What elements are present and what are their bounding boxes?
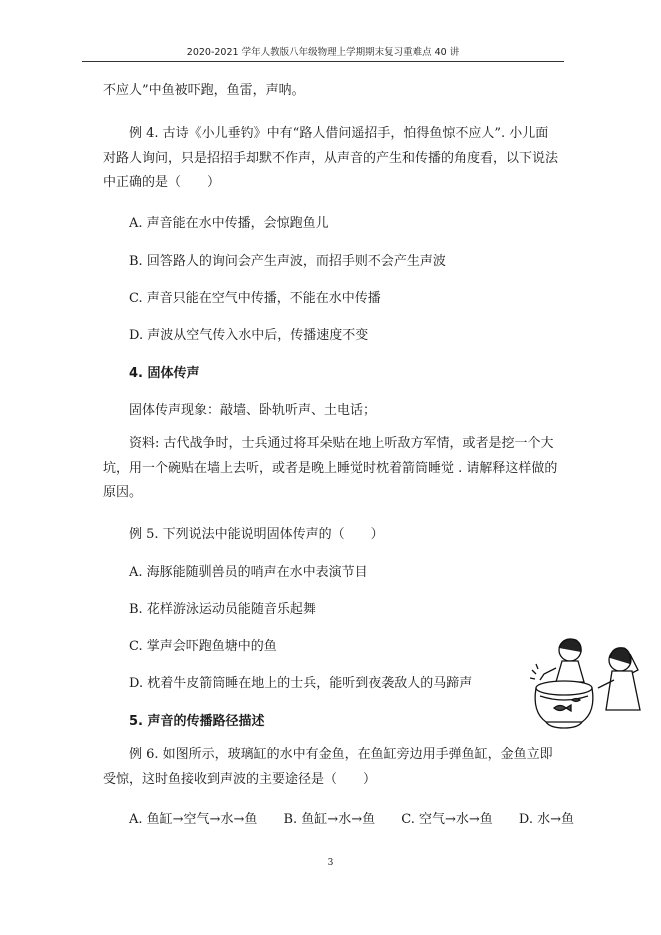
example5-option-b: B. 花样游泳运动员能随音乐起舞 <box>129 602 316 617</box>
example4-line1: 例 4. 古诗《小儿垂钓》中有“路人借问遥招手，怕得鱼惊不应人”. 小儿面 <box>129 126 549 141</box>
example4-line2: 对路人询问，只是招招手却默不作声，从声音的产生和传播的角度看，以下说法 <box>103 151 559 166</box>
material-line3: 原因。 <box>103 485 143 500</box>
example5-option-c: C. 掌声会吓跑鱼塘中的鱼 <box>129 639 277 654</box>
example6-option-a: A. 鱼缸→空气→水→鱼 <box>129 812 258 827</box>
example5-option-a: A. 海豚能随驯兽员的哨声在水中表演节目 <box>129 565 368 580</box>
example4-option-b: B. 回答路人的询问会产生声波，而招手则不会产生声波 <box>129 254 446 269</box>
section4-phenomena: 固体传声现象：敲墙、卧轨听声、土电话； <box>129 403 377 418</box>
material-line1: 资料: 古代战争时，士兵通过将耳朵贴在地上听敌方军情，或者是挖一个大 <box>129 436 554 451</box>
example6-options <box>129 808 596 827</box>
example4-option-a: A. 声音能在水中传播，会惊跑鱼儿 <box>129 216 329 231</box>
page-header: 2020-2021 学年人教版八年级物理上学期期末复习重难点 40 讲 <box>186 47 460 58</box>
example6-line1: 例 6. 如图所示，玻璃缸的水中有金鱼，在鱼缸旁边用手弹鱼缸，金鱼立即 <box>129 747 553 762</box>
example5-option-d: D. 枕着牛皮箭筒睡在地上的士兵，能听到夜袭敌人的马蹄声 <box>129 676 473 691</box>
example6-option-c: C. 空气→水→鱼 <box>401 812 493 827</box>
section5-heading: 5. 声音的传播路径描述 <box>129 714 265 729</box>
example5-stem: 例 5. 下列说法中能说明固体传声的（ ） <box>129 527 384 542</box>
material-line2: 坑，用一个碗贴在墙上去听，或者是晚上睡觉时枕着箭筒睡觉 . 请解释这样做的 <box>103 461 558 476</box>
intro-line: 不应人”中鱼被吓跑，鱼雷，声呐。 <box>103 83 305 98</box>
section4-heading: 4. 固体传声 <box>129 366 200 381</box>
page-number: 3 <box>327 858 334 868</box>
example6-line2: 受惊，这时鱼接收到声波的主要途径是（ ） <box>103 772 377 787</box>
example4-option-c: C. 声音只能在空气中传播，不能在水中传播 <box>129 291 381 306</box>
example6-option-b: B. 鱼缸→水→鱼 <box>283 812 376 827</box>
example4-option-d: D. 声波从空气传入水中后，传播速度不变 <box>129 328 369 343</box>
example4-line3: 中正确的是（ ） <box>103 175 221 190</box>
example6-option-d: D. 水→鱼 <box>518 812 575 827</box>
fish-tank-illustration <box>526 630 652 730</box>
header-divider <box>82 61 564 62</box>
